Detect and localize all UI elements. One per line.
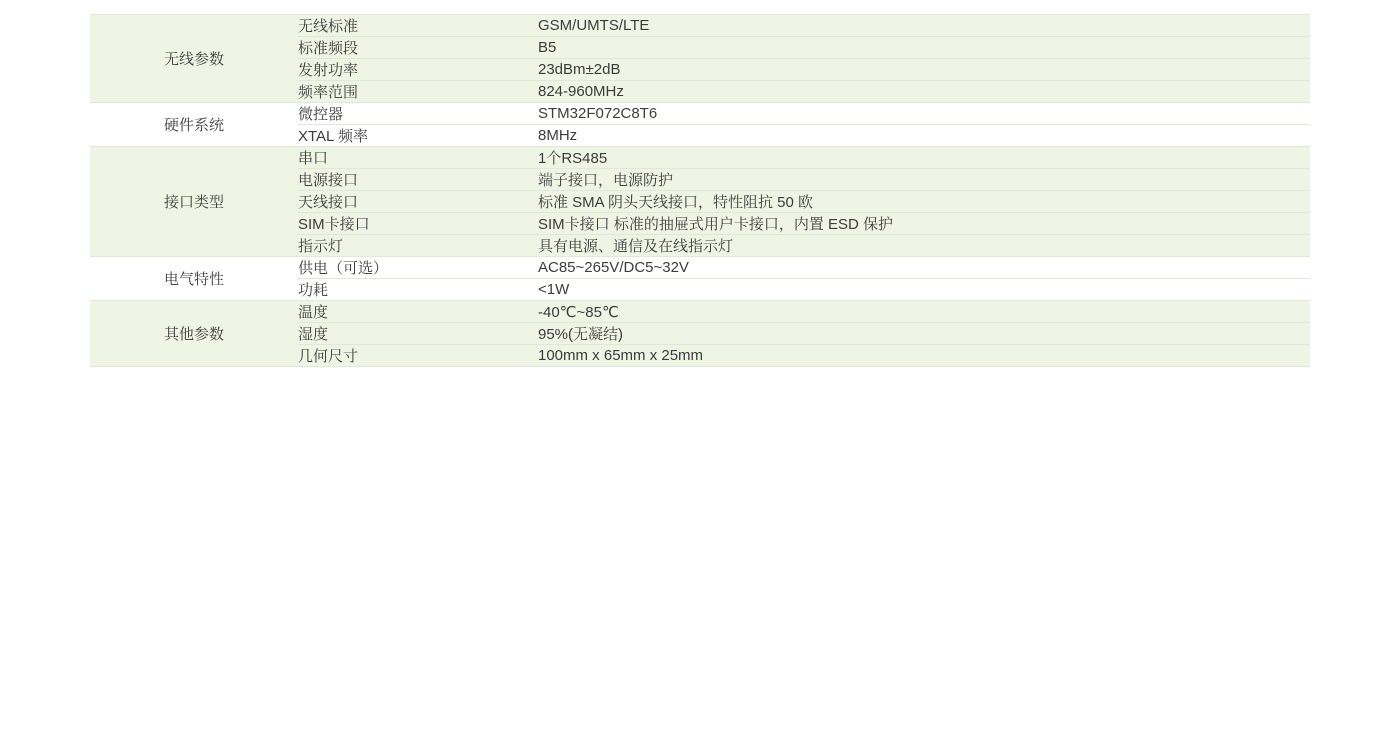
category-cell: 电气特性 <box>90 257 298 301</box>
parameter-value-cell: 824-960MHz <box>538 81 1310 103</box>
table-row <box>90 147 1310 169</box>
parameter-name-cell: 供电（可选） <box>298 257 538 279</box>
specification-table-body <box>90 15 1310 367</box>
category-cell: 其他参数 <box>90 301 298 367</box>
parameter-name-cell: 频率范围 <box>298 81 538 103</box>
parameter-value-cell: 标准 SMA 阴头天线接口，特性阻抗 50 欧 <box>538 191 1310 213</box>
table-row <box>90 103 1310 125</box>
parameter-name-cell: XTAL 频率 <box>298 125 538 147</box>
parameter-value-cell: 8MHz <box>538 125 1310 147</box>
parameter-value-cell: 100mm x 65mm x 25mm <box>538 345 1310 367</box>
parameter-name-cell: 指示灯 <box>298 235 538 257</box>
parameter-name-cell: 发射功率 <box>298 59 538 81</box>
parameter-name-cell: 功耗 <box>298 279 538 301</box>
parameter-name-cell: 标准频段 <box>298 37 538 59</box>
parameter-name-cell: SIM卡接口 <box>298 213 538 235</box>
parameter-value-cell: 95%(无凝结) <box>538 323 1310 345</box>
table-row <box>90 15 1310 37</box>
parameter-name-cell: 电源接口 <box>298 169 538 191</box>
parameter-name-cell: 无线标准 <box>298 15 538 37</box>
parameter-value-cell: B5 <box>538 37 1310 59</box>
category-cell: 接口类型 <box>90 147 298 257</box>
parameter-name-cell: 天线接口 <box>298 191 538 213</box>
parameter-value-cell: <1W <box>538 279 1310 301</box>
parameter-value-cell: GSM/UMTS/LTE <box>538 15 1310 37</box>
specification-table <box>90 14 1310 367</box>
category-cell: 无线参数 <box>90 15 298 103</box>
parameter-value-cell: -40℃~85℃ <box>538 301 1310 323</box>
parameter-name-cell: 温度 <box>298 301 538 323</box>
parameter-name-cell: 串口 <box>298 147 538 169</box>
table-row <box>90 301 1310 323</box>
parameter-name-cell: 微控器 <box>298 103 538 125</box>
category-cell: 硬件系统 <box>90 103 298 147</box>
parameter-name-cell: 几何尺寸 <box>298 345 538 367</box>
parameter-value-cell: SIM卡接口 标准的抽屉式用户卡接口，内置 ESD 保护 <box>538 213 1310 235</box>
parameter-value-cell: 23dBm±2dB <box>538 59 1310 81</box>
table-row <box>90 257 1310 279</box>
parameter-value-cell: STM32F072C8T6 <box>538 103 1310 125</box>
parameter-name-cell: 湿度 <box>298 323 538 345</box>
parameter-value-cell: 1个RS485 <box>538 147 1310 169</box>
parameter-value-cell: 端子接口，电源防护 <box>538 169 1310 191</box>
parameter-value-cell: AC85~265V/DC5~32V <box>538 257 1310 279</box>
parameter-value-cell: 具有电源、通信及在线指示灯 <box>538 235 1310 257</box>
